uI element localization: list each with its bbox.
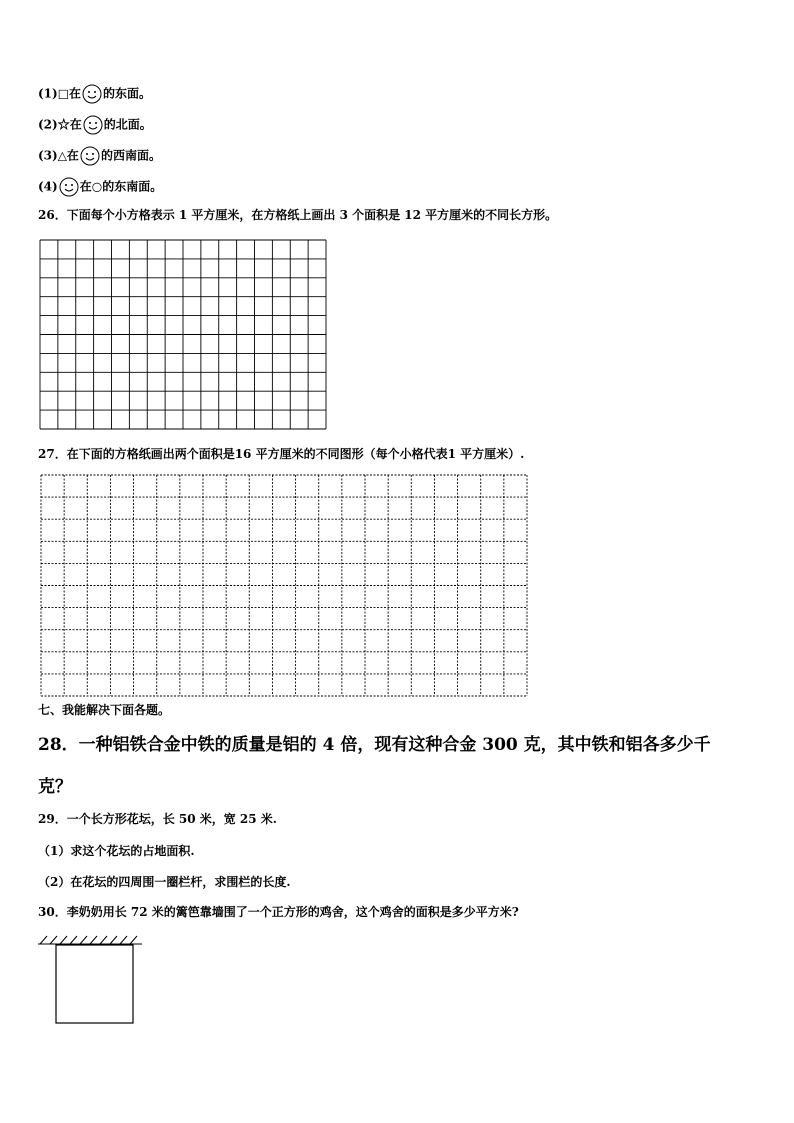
- q29-sub-1: （1）求这个花坛的占地面积.: [38, 844, 195, 858]
- square-coop: [56, 945, 133, 1023]
- smiley-face-icon: [83, 115, 103, 135]
- q29-sub-2: （2）在花坛的四周围一圈栏杆，求围栏的长度.: [38, 875, 291, 889]
- smiley-face-icon: [82, 84, 102, 104]
- q25-item-3-suffix: 的西南面。: [100, 148, 161, 163]
- q25-item-1-suffix: 的东面。: [103, 86, 152, 101]
- q25-item-4-prefix: (4): [38, 179, 58, 194]
- q25-item-4: [38, 177, 162, 197]
- q25-item-2: [38, 115, 152, 135]
- q25-item-3-prefix: (3)△在: [38, 148, 79, 163]
- q25-item-1: [38, 84, 151, 104]
- q25-item-1-prefix: (1)□在: [38, 86, 82, 101]
- q26-text: 26．下面每个小方格表示 1 平方厘米，在方格纸上画出 3 个面积是 12 平方厘米的不同长方形。: [38, 208, 558, 222]
- q25-item-3: [38, 146, 161, 166]
- section-heading: 七、我能解决下面各题。: [38, 703, 171, 717]
- q28-line-2: 克？: [38, 777, 72, 797]
- wall-hatching: [38, 936, 142, 944]
- smiley-face-icon: [80, 146, 100, 166]
- smiley-face-icon: [59, 177, 79, 197]
- q27-text: 27．在下面的方格纸画出两个面积是16 平方厘米的不同图形（每个小格代表1 平方厘米）.: [38, 447, 525, 461]
- q26-grid[interactable]: [39, 239, 327, 430]
- q30-text: 30．李奶奶用长 72 米的篱笆靠墙围了一个正方形的鸡舍，这个鸡舍的面积是多少平方米?: [38, 905, 519, 919]
- q27-grid[interactable]: [40, 474, 528, 697]
- q25-item-4-suffix: 在○的东南面。: [79, 179, 163, 194]
- q29-text: 29．一个长方形花坛，长 50 米，宽 25 米.: [38, 812, 277, 826]
- q28-line-1: 28．一种铝铁合金中铁的质量是铝的 4 倍，现有这种合金 300 克，其中铁和铝各多少千: [38, 735, 711, 755]
- q25-item-2-prefix: (2)☆在: [38, 117, 82, 132]
- wall-and-coop-diagram: [38, 934, 148, 1028]
- q25-item-2-suffix: 的北面。: [103, 117, 152, 132]
